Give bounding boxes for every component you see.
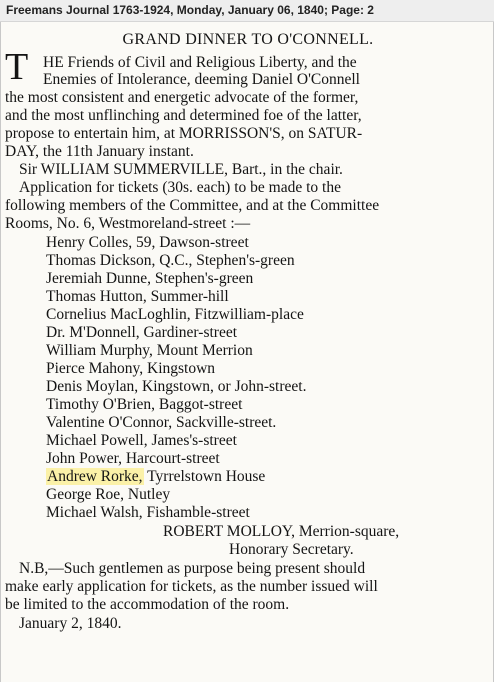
member-entry: Valentine O'Connor, Sackville-street. (46, 414, 277, 431)
paragraph-line: DAY, the 11th January instant. (5, 143, 194, 160)
member-entry: Michael Powell, James's-street (46, 432, 237, 449)
member-entry-highlighted (46, 468, 265, 485)
member-entry: Pierce Mahony, Kingstown (46, 360, 216, 377)
drop-cap: T (5, 46, 29, 88)
application-line: following members of the Committee, and at the Committee (5, 197, 380, 214)
paragraph-line: and the most unflinching and determined foe of the latter, (5, 107, 362, 124)
signature-name: ROBERT MOLLOY, Merrion-square, (163, 523, 400, 540)
member-entry: Dr. M'Donnell, Gardiner-street (46, 324, 238, 341)
highlighted-name: Andrew Rorke, (47, 468, 143, 485)
member-entry: Jeremiah Dunne, Stephen's-green (46, 270, 254, 287)
member-address: Tyrrelstown House (143, 468, 266, 485)
source-header: Freemans Journal 1763-1924, Monday, January 06, 1840; Page: 2 (0, 0, 494, 22)
paragraph-line: Enemies of Intolerance, deeming Daniel O'Connell (43, 71, 360, 88)
note-line: N.B,—Such gentlemen as purpose being present should (19, 560, 366, 577)
member-entry: Cornelius MacLoghlin, Fitzwilliam-place (46, 306, 304, 323)
member-entry: Thomas Hutton, Summer-hill (46, 288, 229, 305)
member-entry: Denis Moylan, Kingstown, or John-street. (46, 378, 307, 395)
article-date: January 2, 1840. (19, 615, 122, 632)
paragraph-line: the most consistent and energetic advocate of the former, (5, 89, 359, 106)
application-line: Application for tickets (30s. each) to be made to the (19, 179, 341, 196)
note-line: make early application for tickets, as the number issued will (5, 578, 378, 595)
member-entry: Henry Colles, 59, Dawson-street (46, 234, 249, 251)
paragraph-line: HE Friends of Civil and Religious Liberty, and the (43, 54, 357, 71)
member-entry: Thomas Dickson, Q.C., Stephen's-green (46, 252, 295, 269)
note-line: be limited to the accommodation of the room. (5, 596, 290, 613)
application-line: Rooms, No. 6, Westmoreland-street :— (5, 215, 251, 232)
member-entry: Timothy O'Brien, Baggot-street (46, 396, 243, 413)
article-title: GRAND DINNER TO O'CONNELL. (122, 31, 374, 48)
member-entry: John Power, Harcourt-street (46, 450, 220, 467)
member-entry: William Murphy, Mount Merrion (46, 342, 253, 359)
member-entry: Michael Walsh, Fishamble-street (46, 504, 250, 521)
newspaper-clipping (0, 22, 494, 682)
signature-title: Honorary Secretary. (229, 541, 354, 558)
paragraph-line: propose to entertain him, at MORRISSON'S, on SATUR- (5, 125, 363, 142)
member-entry: George Roe, Nutley (46, 486, 171, 503)
chair-line: Sir WILLIAM SUMMERVILLE, Bart., in the chair. (19, 161, 343, 178)
